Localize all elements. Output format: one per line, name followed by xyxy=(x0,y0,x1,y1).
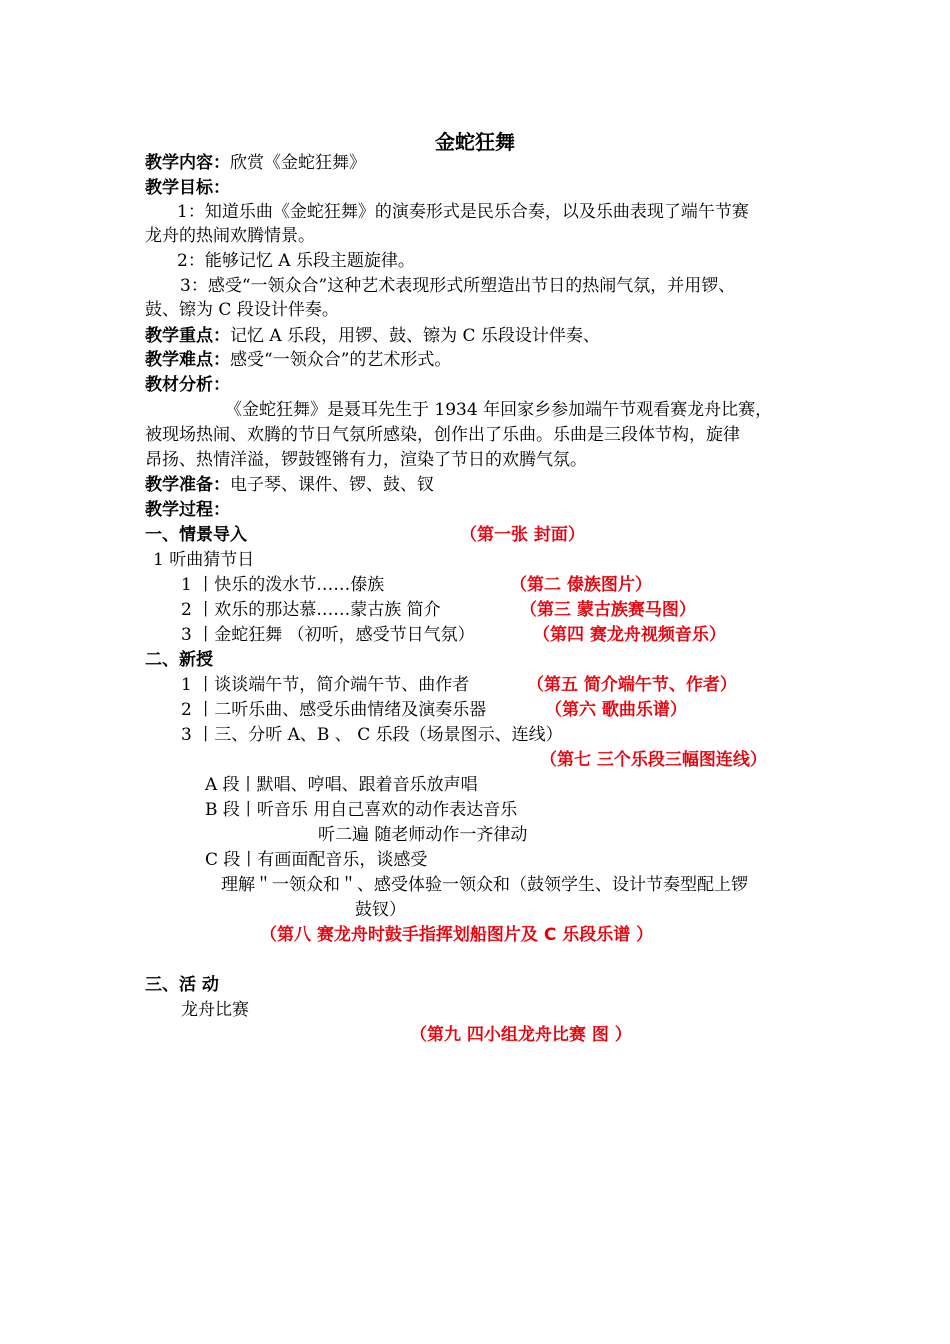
prep-text: 电子琴、课件、锣、鼓、钗 xyxy=(230,475,434,495)
section-2-item-1: 1 丨谈谈端午节，简介端午节、曲作者 xyxy=(181,675,470,695)
difficulty-label: 教学难点： xyxy=(145,350,230,370)
key-point-label: 教学重点： xyxy=(145,326,230,346)
teaching-content-line xyxy=(145,152,366,174)
key-point-text: 记忆 A 乐段，用锣、鼓、镲为 C 乐段设计伴奏、 xyxy=(230,326,600,346)
goal-1-line-1: 1：知道乐曲《金蛇狂舞》的演奏形式是民乐合奏，以及乐曲表现了端午节赛 xyxy=(177,202,749,222)
slide-5-note: （第五 简介端午节、作者） xyxy=(527,675,737,695)
segment-c-line-3: 鼓钗） xyxy=(355,900,406,920)
teaching-content-text: 欣赏《金蛇狂舞》 xyxy=(230,153,366,173)
difficulty-text: 感受“一领众合”的艺术形式。 xyxy=(230,350,452,370)
section-2-item-3: 3 丨三、分听 A、B 、 C 乐段（场景图示、连线） xyxy=(181,725,563,745)
section-1-item-2: 2 丨欢乐的那达慕……蒙古族 简介 xyxy=(181,600,441,620)
section-3-title: 三、活 动 xyxy=(145,975,219,995)
segment-b-line-1: B 段丨听音乐 用自己喜欢的动作表达音乐 xyxy=(205,800,518,820)
difficulty-line xyxy=(145,349,451,371)
slide-3-note: （第三 蒙古族赛马图） xyxy=(520,600,696,620)
key-point-line xyxy=(145,325,600,347)
section-1-item-1: 1 丨快乐的泼水节……傣族 xyxy=(181,575,385,595)
slide-4-note: （第四 赛龙舟视频音乐） xyxy=(533,625,726,645)
slide-2-note: （第二 傣族图片） xyxy=(510,575,652,595)
teaching-goals-label: 教学目标： xyxy=(145,178,230,198)
analysis-line-1: 《金蛇狂舞》是聂耳先生于 1934 年回家乡参加端午节观看赛龙舟比赛， xyxy=(225,400,773,420)
slide-6-note: （第六 歌曲乐谱） xyxy=(545,700,687,720)
prep-line xyxy=(145,474,434,496)
process-label: 教学过程： xyxy=(145,500,230,520)
section-3-text: 龙舟比赛 xyxy=(181,1000,249,1020)
segment-a: A 段丨默唱、哼唱、跟着音乐放声唱 xyxy=(205,775,478,795)
goal-3-line-2: 鼓、镲为 C 段设计伴奏。 xyxy=(145,300,339,320)
section-2-title: 二、新授 xyxy=(145,650,213,670)
analysis-label: 教材分析： xyxy=(145,375,230,395)
goal-1-line-2: 龙舟的热闹欢腾情景。 xyxy=(145,226,315,246)
segment-b-line-2: 听二遍 随老师动作一齐律动 xyxy=(318,825,528,845)
slide-1-note: （第一张 封面） xyxy=(460,525,585,545)
prep-label: 教学准备： xyxy=(145,475,230,495)
document-title: 金蛇狂舞 xyxy=(435,130,515,154)
goal-2: 2：能够记忆 A 乐段主题旋律。 xyxy=(177,251,415,271)
segment-c-line-1: C 段丨有画面配音乐，谈感受 xyxy=(205,850,428,870)
analysis-line-3: 昂扬、热情洋溢，锣鼓铿锵有力，渲染了节日的欢腾气氛。 xyxy=(145,450,587,470)
section-1-title: 一、情景导入 xyxy=(145,525,247,545)
slide-8-note: （第八 赛龙舟时鼓手指挥划船图片及 C 乐段乐谱 ） xyxy=(260,925,654,945)
section-1-subtitle: 1 听曲猜节日 xyxy=(153,550,255,570)
slide-7-note: （第七 三个乐段三幅图连线） xyxy=(540,750,767,770)
slide-9-note: （第九 四小组龙舟比赛 图 ） xyxy=(410,1025,632,1045)
teaching-content-label: 教学内容： xyxy=(145,153,230,173)
goal-3-line-1: 3：感受“一领众合”这种艺术表现形式所塑造出节日的热闹气氛，并用锣、 xyxy=(180,276,736,296)
section-1-item-3: 3 丨金蛇狂舞 （初听，感受节日气氛） xyxy=(181,625,475,645)
segment-c-line-2: 理解＂一领众和＂、感受体验一领众和（鼓领学生、设计节奏型配上锣 xyxy=(221,875,748,895)
analysis-line-2: 被现场热闹、欢腾的节日气氛所感染，创作出了乐曲。乐曲是三段体节构，旋律 xyxy=(145,425,740,445)
section-2-item-2: 2 丨二听乐曲、感受乐曲情绪及演奏乐器 xyxy=(181,700,487,720)
